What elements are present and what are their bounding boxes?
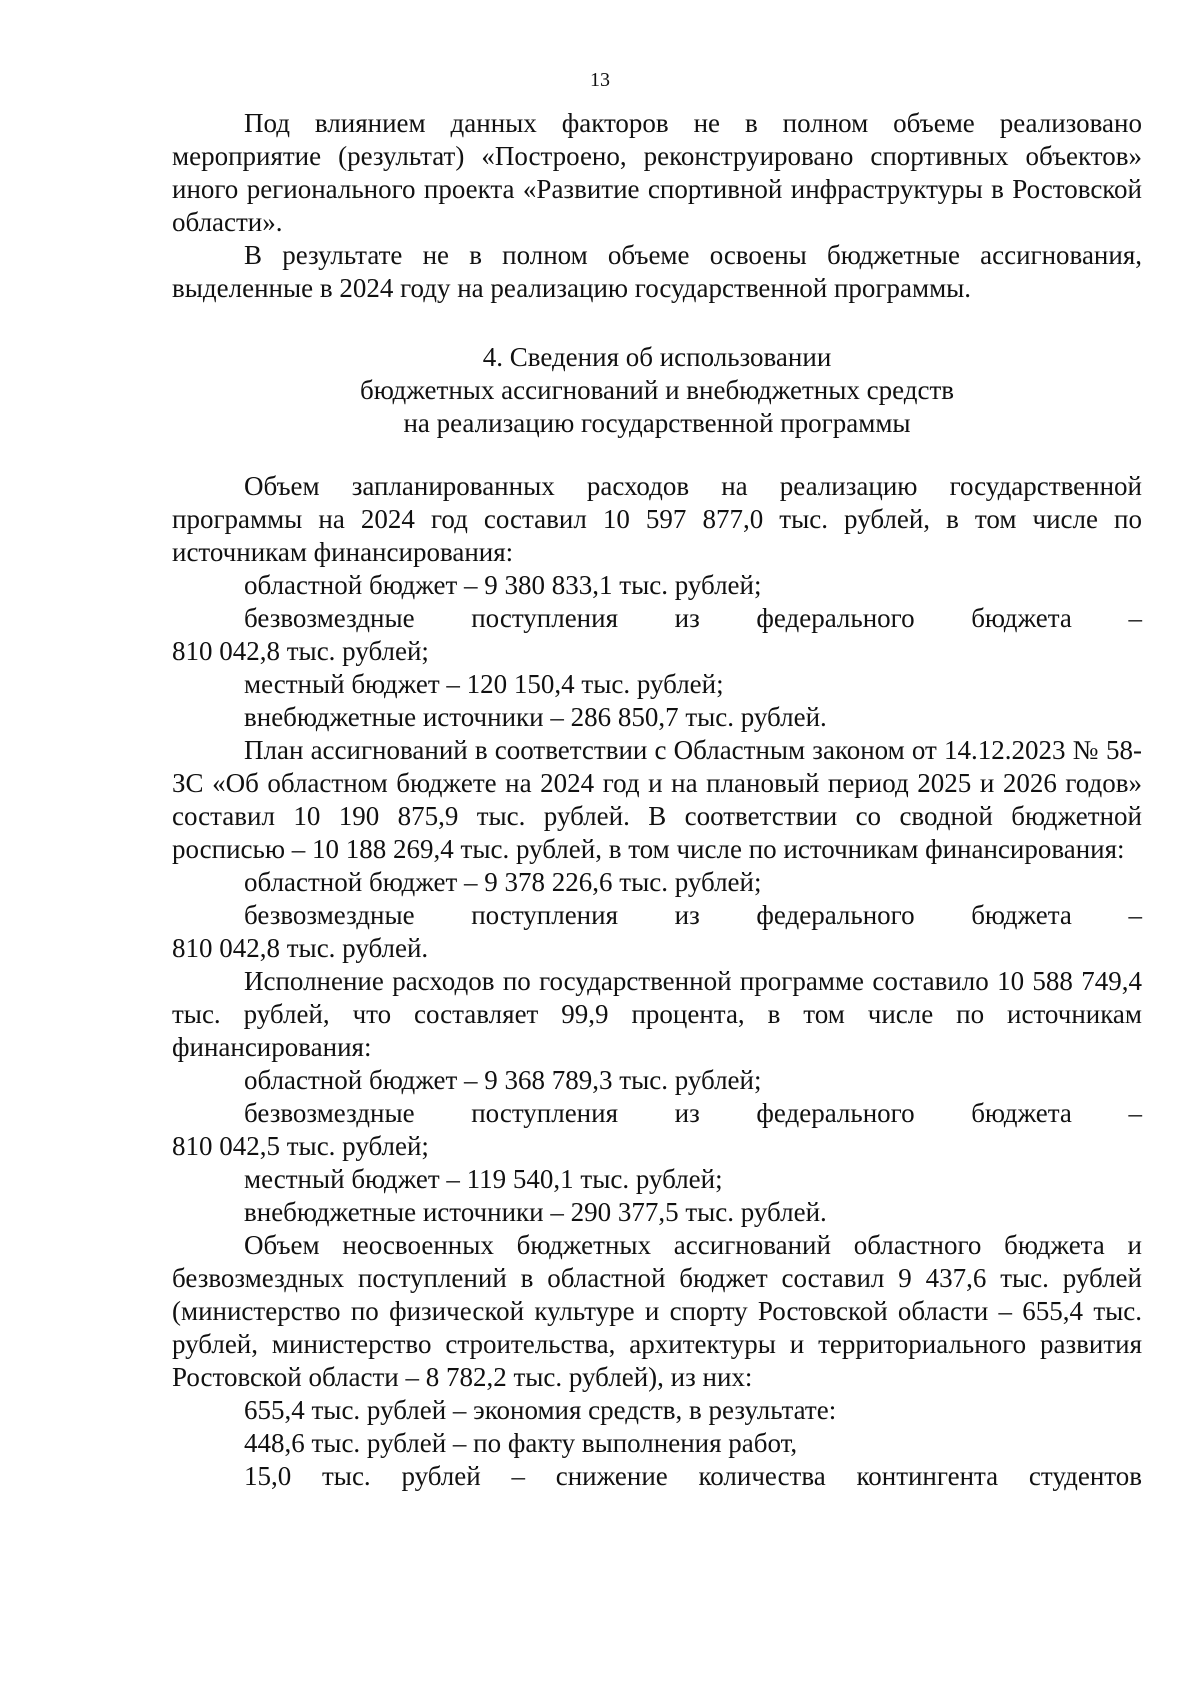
students-line: 15,0 тыс. рублей – снижение количества контингента студентов (244, 1461, 1142, 1491)
planned-local-line: местный бюджет – 120 150,4 тыс. рублей; (244, 669, 724, 699)
unspent-paragraph: Объем неосвоенных бюджетных ассигнований областного бюджета и безвозмездных поступлений в областной бюджет составил 9 437,6 тыс. рублей (министерство по физической культуре и спорту Ростовской области – 655,4 тыс. рублей, министерство строительства, архитектуры и территориального развития Ростовской области – 8 782,2 тыс. рублей), из них: (172, 1230, 1142, 1392)
intro-paragraph-2: В результате не в полном объеме освоены бюджетные ассигнования, выделенные в 2024 году на реализацию государственной программы. (172, 240, 1142, 303)
section-heading-line-3: на реализацию государственной программы (403, 408, 911, 438)
planned-regional-line: областной бюджет – 9 380 833,1 тыс. рублей; (244, 570, 762, 600)
planned-extra-line: внебюджетные источники – 286 850,7 тыс. рублей. (244, 702, 827, 732)
fact-line: 448,6 тыс. рублей – по факту выполнения работ, (244, 1428, 798, 1458)
plan-law-paragraph: План ассигнований в соответствии с Областным законом от 14.12.2023 № 58-ЗС «Об областном бюджете на 2024 год и на плановый период 2025 и 2026 годов» составил 10 190 875,9 тыс. рублей. В соответствии со сводной бюджетной росписью – 10 188 269,4 тыс. рублей, в том числе по источникам финансирования: (172, 735, 1142, 864)
page-number: 13 (590, 69, 610, 91)
exec-extra-line: внебюджетные источники – 290 377,5 тыс. рублей. (244, 1197, 827, 1227)
exec-federal-amount: 810 042,5 тыс. рублей; (172, 1131, 429, 1161)
section-heading-line-1: 4. Сведения об использовании (482, 342, 832, 372)
exec-regional-line: областной бюджет – 9 368 789,3 тыс. рублей; (244, 1065, 762, 1095)
body-block (172, 470, 1142, 1493)
planned-federal-line: безвозмездные поступления из федерального бюджета – (244, 603, 1142, 633)
law-federal-amount: 810 042,8 тыс. рублей. (172, 933, 429, 963)
intro-paragraph-1: Под влиянием данных факторов не в полном объеме реализовано мероприятие (результат) «Построено, реконструировано спортивных объектов» иного регионального проекта «Развитие спортивной инфраструктуры в Ростовской области». (172, 108, 1142, 237)
exec-local-line: местный бюджет – 119 540,1 тыс. рублей; (244, 1164, 723, 1194)
planned-paragraph: Объем запланированных расходов на реализацию государственной программы на 2024 год составил 10 597 877,0 тыс. рублей, в том числе по источникам финансирования: (172, 471, 1142, 567)
planned-federal-amount: 810 042,8 тыс. рублей; (172, 636, 429, 666)
section-heading (172, 341, 1142, 440)
exec-federal-line: безвозмездные поступления из федерального бюджета – (244, 1098, 1142, 1128)
execution-paragraph: Исполнение расходов по государственной программе составило 10 588 749,4 тыс. рублей, что составляет 99,9 процента, в том числе по источникам финансирования: (172, 966, 1142, 1062)
section-heading-line-2: бюджетных ассигнований и внебюджетных средств (359, 375, 955, 405)
intro-block (172, 107, 1142, 305)
law-regional-line: областной бюджет – 9 378 226,6 тыс. рублей; (244, 867, 762, 897)
savings-line: 655,4 тыс. рублей – экономия средств, в результате: (244, 1395, 837, 1425)
law-federal-line: безвозмездные поступления из федерального бюджета – (244, 900, 1142, 930)
